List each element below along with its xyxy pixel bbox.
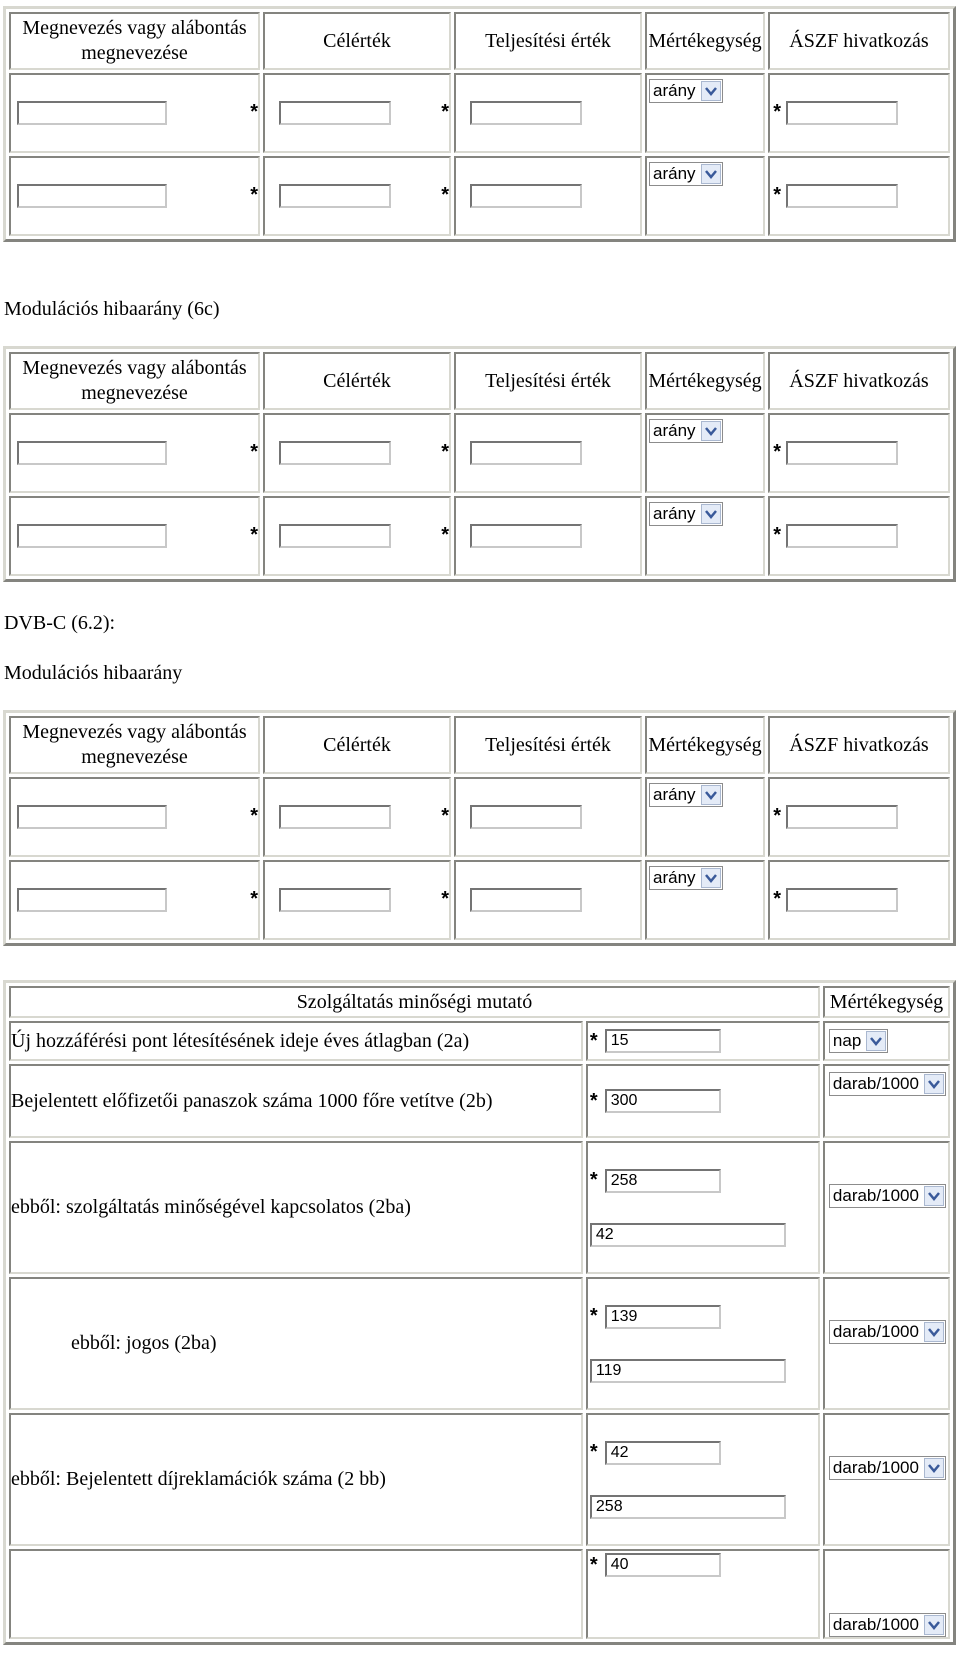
unit-cell (645, 860, 781, 940)
value-cell (586, 1277, 820, 1410)
required-mark: * (773, 888, 781, 910)
value2-input[interactable]: 42 (590, 1223, 786, 1247)
target-cell (263, 777, 451, 857)
value-input[interactable]: 139 (605, 1305, 721, 1329)
actual-cell (454, 777, 642, 857)
header-ref: ÁSZF hivatkozás (768, 716, 950, 774)
section-subtitle: Modulációs hibaarány (4, 662, 183, 684)
unit-select-value: arány (653, 868, 696, 887)
name-cell (9, 777, 260, 857)
unit-select-value: nap (832, 1031, 862, 1050)
chevron-down-icon (924, 1074, 944, 1094)
unit-select-value: arány (653, 504, 696, 523)
name-input[interactable] (17, 101, 167, 125)
section-title: Modulációs hibaarány (6c) (4, 298, 220, 320)
unit-select[interactable] (829, 1320, 946, 1344)
header-unit: Mértékegység (645, 12, 765, 70)
target-input[interactable] (279, 184, 391, 208)
header-ref: ÁSZF hivatkozás (768, 12, 950, 70)
required-mark: * (589, 1169, 598, 1191)
unit-select-value: arány (653, 164, 696, 183)
unit-cell (823, 1549, 950, 1639)
header-row (9, 352, 950, 410)
target-cell (263, 496, 451, 576)
actual-input[interactable] (470, 524, 582, 548)
table-row (9, 156, 950, 236)
value-cell (586, 1549, 820, 1639)
actual-input[interactable] (470, 805, 582, 829)
required-mark: * (250, 887, 258, 910)
required-mark: * (250, 183, 258, 206)
header-target: Célérték (263, 12, 451, 70)
header-row (9, 12, 950, 70)
target-input[interactable] (279, 101, 391, 125)
name-cell (9, 860, 260, 940)
chevron-down-icon (701, 868, 721, 888)
target-input[interactable] (279, 888, 391, 912)
table-row (9, 1413, 950, 1546)
kpi-table-1 (3, 6, 956, 242)
required-mark: * (773, 524, 781, 546)
unit-select[interactable] (649, 866, 723, 890)
unit-select-value: arány (653, 81, 696, 100)
name-cell (9, 156, 260, 236)
unit-select-value: arány (653, 421, 696, 440)
header-row (9, 986, 950, 1018)
unit-select-value: arány (653, 785, 696, 804)
required-mark: * (250, 804, 258, 827)
table-row (9, 1549, 950, 1639)
target-cell (263, 860, 451, 940)
unit-select[interactable] (649, 419, 723, 443)
required-mark: * (250, 440, 258, 463)
value-input[interactable]: 300 (605, 1089, 721, 1113)
unit-select-value: darab/1000 (832, 1185, 919, 1205)
value2-input[interactable]: 119 (590, 1359, 786, 1383)
unit-cell (645, 413, 781, 493)
value-input[interactable]: 15 (605, 1029, 721, 1053)
unit-select[interactable] (829, 1029, 888, 1053)
table-row (9, 1277, 950, 1410)
unit-cell (645, 73, 781, 153)
ref-input[interactable] (786, 888, 898, 912)
target-input[interactable] (279, 805, 391, 829)
required-mark: * (589, 1089, 598, 1112)
chevron-down-icon (924, 1615, 944, 1635)
required-mark: * (773, 184, 781, 206)
unit-select-value: darab/1000 (832, 1457, 919, 1477)
required-mark: * (441, 100, 449, 123)
actual-input[interactable] (470, 184, 582, 208)
name-input[interactable] (17, 441, 167, 465)
ref-input[interactable] (786, 101, 898, 125)
unit-select[interactable] (829, 1184, 946, 1208)
required-mark: * (589, 1553, 598, 1576)
table-row (9, 1021, 950, 1061)
value-input[interactable]: 258 (605, 1169, 721, 1193)
indicator-label: Új hozzáférési pont létesítésének ideje éves átlagban (2a) (9, 1021, 583, 1061)
section-title: DVB-C (6.2): (4, 612, 116, 634)
unit-select[interactable] (829, 1072, 946, 1096)
indicator-label: ebből: szolgáltatás minőségével kapcsolatos (2ba) (9, 1141, 583, 1274)
unit-select-value: darab/1000 (832, 1074, 919, 1093)
quality-table (3, 980, 956, 1645)
value-cell (586, 1141, 820, 1274)
header-name: Megnevezés vagy alábontás megnevezése (9, 716, 260, 774)
unit-cell (823, 1277, 950, 1410)
header-row (9, 716, 950, 774)
actual-input[interactable] (470, 441, 582, 465)
table-row (9, 860, 950, 940)
header-unit: Mértékegység (645, 352, 765, 410)
chevron-down-icon (924, 1458, 944, 1478)
name-input[interactable] (17, 805, 167, 829)
indicator-label: Bejelentett előfizetői panaszok száma 1000 főre vetítve (2b) (9, 1064, 583, 1138)
table-row (9, 496, 950, 576)
required-mark: * (589, 1029, 598, 1052)
unit-cell (645, 777, 781, 857)
header-indicator: Szolgáltatás minőségi mutató (9, 986, 820, 1018)
table-row (9, 1064, 950, 1138)
target-input[interactable] (279, 524, 391, 548)
actual-cell (454, 496, 642, 576)
name-input[interactable] (17, 524, 167, 548)
required-mark: * (773, 101, 781, 123)
ref-cell (768, 156, 950, 236)
name-cell (9, 413, 260, 493)
header-name: Megnevezés vagy alábontás megnevezése (9, 352, 260, 410)
unit-select-value: darab/1000 (832, 1615, 919, 1634)
ref-cell (768, 860, 950, 940)
required-mark: * (441, 523, 449, 546)
name-cell (9, 73, 260, 153)
target-cell (263, 156, 451, 236)
header-actual: Teljesítési érték (454, 716, 642, 774)
actual-input[interactable] (470, 888, 582, 912)
ref-input[interactable] (786, 441, 898, 465)
unit-cell (645, 156, 781, 236)
chevron-down-icon (701, 81, 721, 101)
required-mark: * (441, 804, 449, 827)
required-mark: * (250, 100, 258, 123)
ref-input[interactable] (786, 524, 898, 548)
table-row (9, 777, 950, 857)
required-mark: * (250, 523, 258, 546)
chevron-down-icon (701, 164, 721, 184)
chevron-down-icon (924, 1186, 944, 1206)
ref-input[interactable] (786, 184, 898, 208)
target-input[interactable] (279, 441, 391, 465)
target-cell (263, 413, 451, 493)
actual-cell (454, 156, 642, 236)
required-mark: * (441, 440, 449, 463)
name-input[interactable] (17, 888, 167, 912)
actual-input[interactable] (470, 101, 582, 125)
table-row (9, 73, 950, 153)
ref-cell (768, 73, 950, 153)
required-mark: * (441, 887, 449, 910)
value-cell (586, 1064, 820, 1138)
name-cell (9, 496, 260, 576)
header-name: Megnevezés vagy alábontás megnevezése (9, 12, 260, 70)
header-actual: Teljesítési érték (454, 352, 642, 410)
unit-select[interactable] (649, 162, 723, 186)
unit-cell (645, 496, 781, 576)
unit-select[interactable] (829, 1613, 946, 1637)
unit-select[interactable] (649, 79, 723, 103)
header-unit: Mértékegység (823, 986, 950, 1018)
table-row (9, 413, 950, 493)
chevron-down-icon (701, 421, 721, 441)
unit-select[interactable] (649, 783, 723, 807)
actual-cell (454, 413, 642, 493)
required-mark: * (441, 183, 449, 206)
unit-cell (823, 1064, 950, 1138)
ref-cell (768, 413, 950, 493)
unit-select[interactable] (649, 502, 723, 526)
required-mark: * (773, 805, 781, 827)
value-cell (586, 1413, 820, 1546)
actual-cell (454, 73, 642, 153)
unit-cell (823, 1021, 950, 1061)
value-input[interactable]: 40 (605, 1553, 721, 1577)
required-mark: * (589, 1441, 598, 1463)
header-unit: Mértékegység (645, 716, 765, 774)
chevron-down-icon (866, 1031, 886, 1051)
actual-cell (454, 860, 642, 940)
ref-input[interactable] (786, 805, 898, 829)
value-cell (586, 1021, 820, 1061)
required-mark: * (773, 441, 781, 463)
indicator-label (9, 1549, 583, 1639)
ref-cell (768, 496, 950, 576)
chevron-down-icon (924, 1322, 944, 1342)
chevron-down-icon (701, 504, 721, 524)
name-input[interactable] (17, 184, 167, 208)
chevron-down-icon (701, 785, 721, 805)
unit-select-value: darab/1000 (832, 1321, 919, 1341)
table-row (9, 1141, 950, 1274)
unit-select[interactable] (829, 1456, 946, 1480)
kpi-table-2 (3, 346, 956, 582)
value2-input[interactable]: 258 (590, 1495, 786, 1519)
target-cell (263, 73, 451, 153)
kpi-table-3 (3, 710, 956, 946)
header-target: Célérték (263, 352, 451, 410)
value-input[interactable]: 42 (605, 1441, 721, 1465)
header-target: Célérték (263, 716, 451, 774)
required-mark: * (589, 1305, 598, 1327)
unit-cell (823, 1141, 950, 1274)
header-actual: Teljesítési érték (454, 12, 642, 70)
indicator-label: ebből: jogos (2ba) (9, 1277, 583, 1410)
indicator-label: ebből: Bejelentett díjreklamációk száma (2 bb) (9, 1413, 583, 1546)
unit-cell (823, 1413, 950, 1546)
ref-cell (768, 777, 950, 857)
header-ref: ÁSZF hivatkozás (768, 352, 950, 410)
